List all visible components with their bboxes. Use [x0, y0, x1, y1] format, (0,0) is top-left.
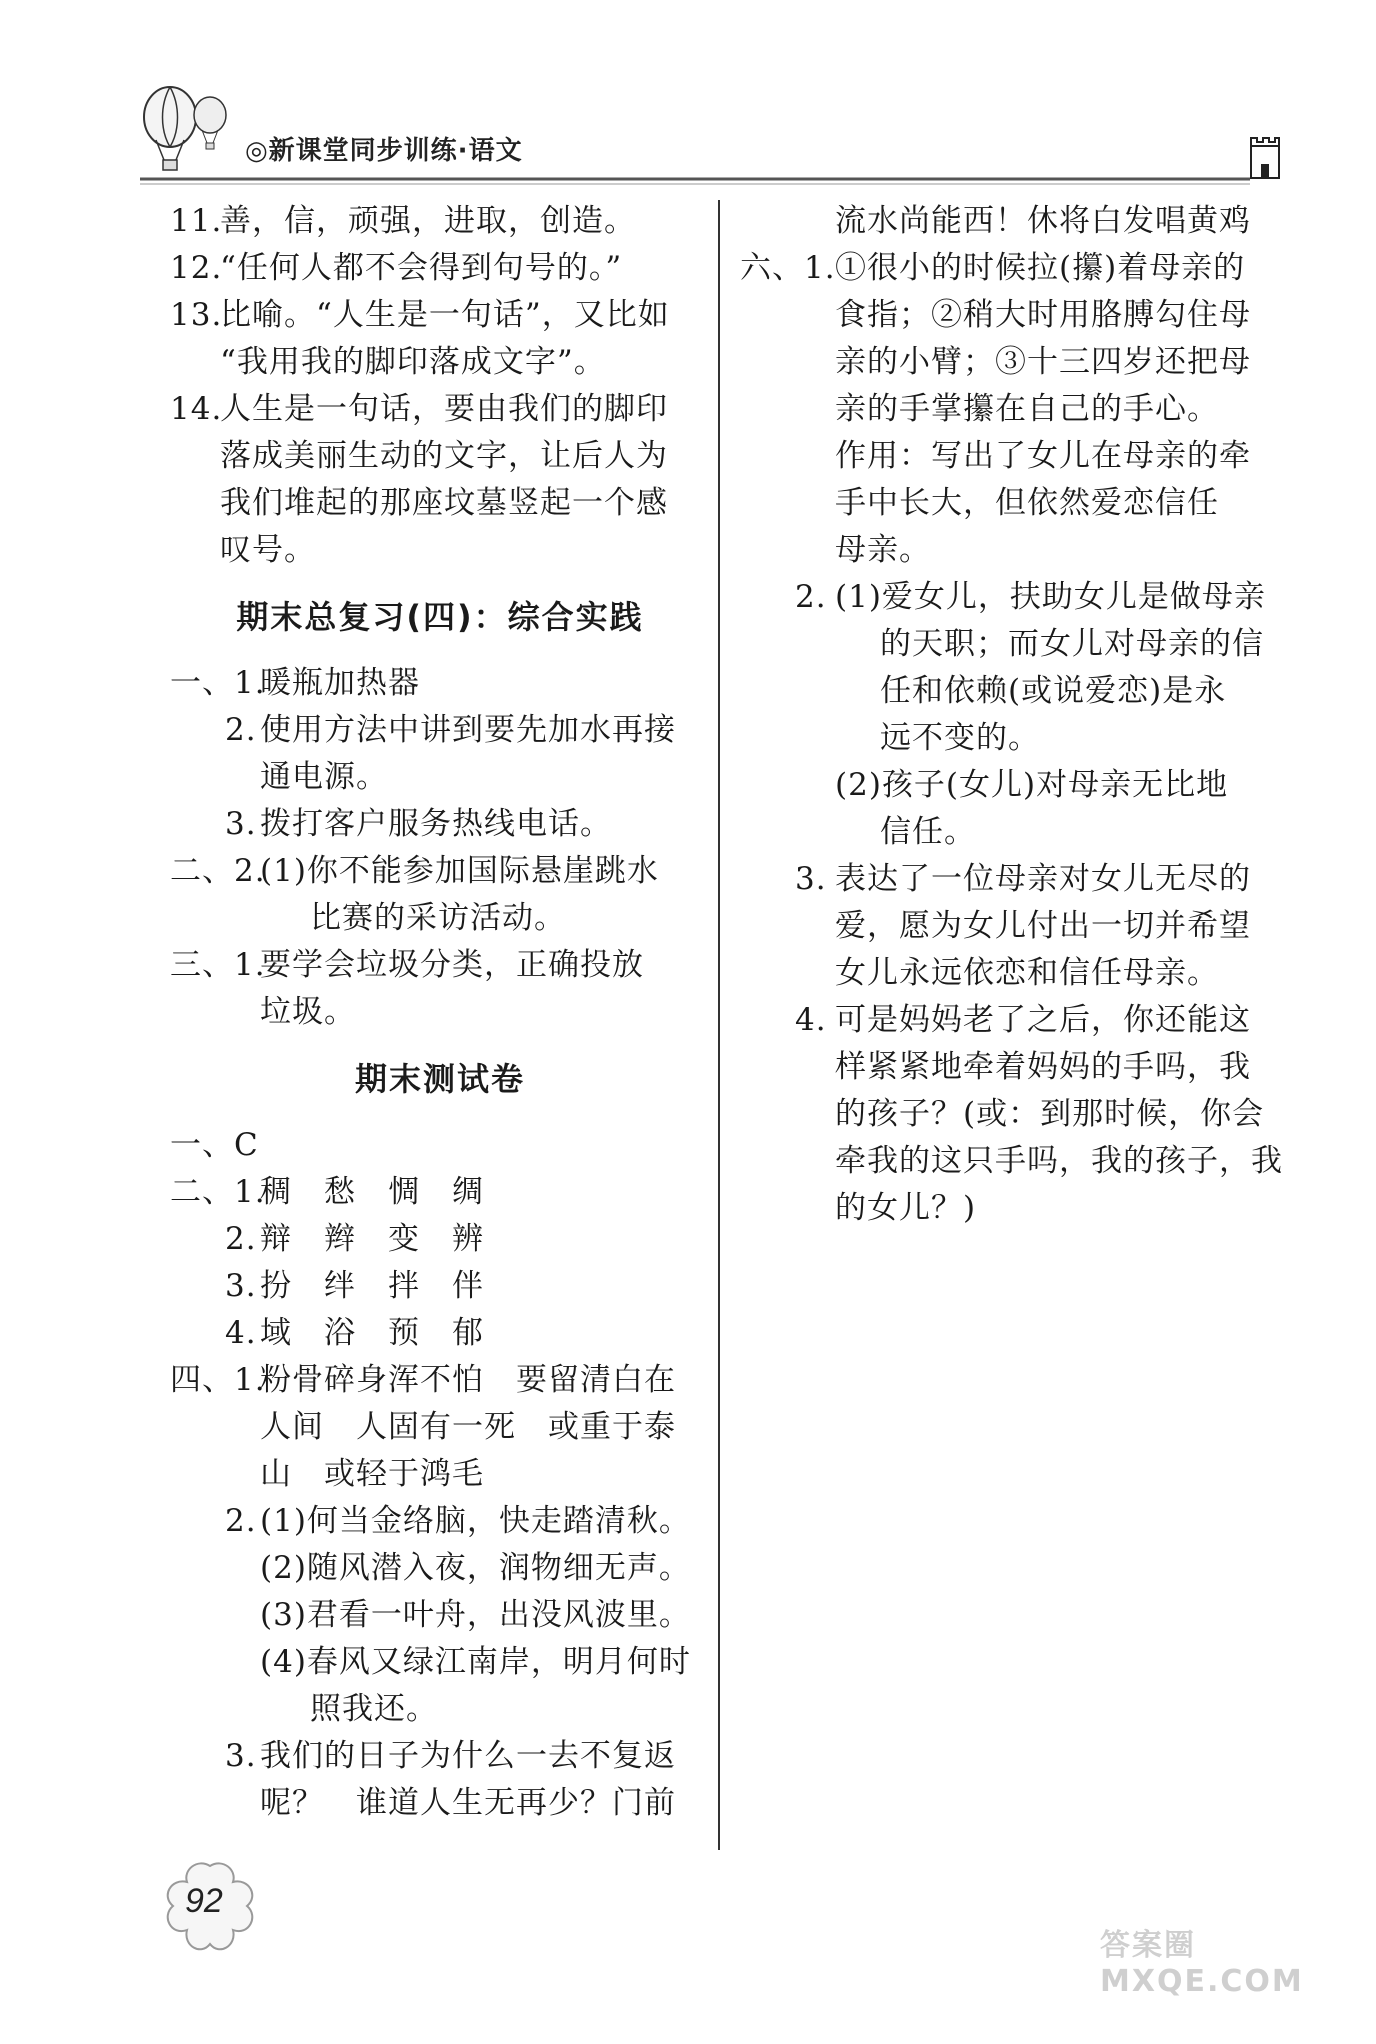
answer-text: 要学会垃圾分类，正确投放	[260, 947, 644, 983]
answer-line	[740, 480, 1280, 527]
answer-line	[170, 1592, 710, 1639]
column-divider	[718, 200, 720, 1850]
answer-line	[740, 809, 1280, 856]
answer-text: 暖瓶加热器	[260, 665, 420, 701]
answer-line	[170, 292, 710, 339]
answer-text: 的天职；而女儿对母亲的信	[880, 626, 1264, 662]
answer-text: 稠 愁 惆 绸	[260, 1174, 484, 1210]
answer-text: (4)春风又绿江南岸，明月何时	[260, 1644, 691, 1680]
answer-text: (3)君看一叶舟，出没风波里。	[260, 1597, 691, 1633]
answer-line	[740, 715, 1280, 762]
answer-text: “任何人都不会得到句号的。”	[220, 250, 623, 286]
answer-line	[170, 754, 710, 801]
answer-line	[740, 762, 1280, 809]
answer-line	[740, 1185, 1280, 1232]
answer-text: 母亲。	[835, 532, 931, 568]
answer-text: 的女儿？)	[835, 1190, 977, 1226]
answer-text: “我用我的脚印落成文字”。	[220, 344, 606, 380]
answer-text: (1)何当金络脑，快走踏清秋。	[260, 1503, 691, 1539]
answer-text: 拨打客户服务热线电话。	[260, 806, 612, 842]
answer-line	[170, 1404, 710, 1451]
answer-text: 我们堆起的那座坟墓竖起一个感	[220, 485, 668, 521]
header-rule	[140, 172, 1250, 186]
answer-text: 比赛的采访活动。	[310, 900, 566, 936]
item-number: 四、1.	[170, 1362, 266, 1398]
answer-text: 我们的日子为什么一去不复返	[260, 1738, 676, 1774]
answer-line	[740, 339, 1280, 386]
left-column	[170, 198, 710, 1827]
answer-text: 信任。	[880, 814, 976, 850]
answer-text: 通电源。	[260, 759, 388, 795]
header-title: ◎新课堂同步训练·语文	[245, 136, 523, 166]
answer-text: 山 或轻于鸿毛	[260, 1456, 484, 1492]
answer-line	[170, 1216, 710, 1263]
answer-text: (2)孩子(女儿)对母亲无比地	[835, 767, 1229, 803]
answer-line	[170, 942, 710, 989]
item-number: 二、2.	[170, 853, 266, 889]
item-number: 12.	[170, 250, 223, 286]
answer-text: 落成美丽生动的文字，让后人为	[220, 438, 668, 474]
right-column	[740, 198, 1283, 1232]
answer-text: 呢？ 谁道人生无再少？门前	[260, 1785, 676, 1821]
answer-line	[170, 339, 710, 386]
answer-text: 手中长大，但依然爱恋信任	[835, 485, 1219, 521]
answer-line	[740, 1044, 1280, 1091]
answer-line	[170, 707, 710, 754]
answer-line	[170, 433, 710, 480]
answer-line	[170, 386, 710, 433]
answer-line	[170, 1451, 710, 1498]
answer-text: 流水尚能西！休将白发唱黄鸡	[835, 203, 1251, 239]
castle-icon	[1245, 132, 1285, 180]
answer-line	[170, 989, 710, 1036]
answer-line	[170, 1686, 710, 1733]
answer-line	[740, 292, 1280, 339]
answer-line	[170, 1733, 710, 1780]
watermark: 答案圈 MXQE.COM	[1100, 1928, 1304, 1999]
item-number: 一、1.	[170, 665, 266, 701]
answer-text: 人生是一句话，要由我们的脚印	[220, 391, 668, 427]
answer-line	[740, 1138, 1283, 1185]
answer-line	[170, 198, 710, 245]
item-number: 三、1.	[170, 947, 266, 983]
answer-line	[170, 1498, 710, 1545]
item-number: 13.	[170, 297, 223, 333]
hot-air-balloon-icon	[130, 85, 240, 180]
item-number: 3.	[225, 1268, 257, 1304]
answer-text: 照我还。	[310, 1691, 438, 1727]
answer-line	[740, 950, 1280, 997]
page-number: 92	[185, 1882, 223, 1920]
item-number: 3.	[795, 861, 827, 897]
answer-text: 人间 人固有一死 或重于泰	[260, 1409, 676, 1445]
section-heading: 期末总复习(四)：综合实践	[236, 598, 644, 636]
item-number: 14.	[170, 391, 223, 427]
answer-line	[740, 574, 1280, 621]
item-number: 4.	[795, 1002, 827, 1038]
answer-line	[740, 621, 1280, 668]
answer-line	[170, 895, 710, 942]
item-number: 11.	[170, 203, 223, 239]
answer-line	[740, 527, 1280, 574]
answer-line	[740, 245, 1280, 292]
answer-line	[740, 856, 1280, 903]
answer-line	[170, 245, 710, 292]
answer-text: ①很小的时候拉(攥)着母亲的	[835, 250, 1246, 286]
answer-line	[170, 1357, 710, 1404]
answer-text: 粉骨碎身浑不怕 要留清白在	[260, 1362, 676, 1398]
answer-line	[170, 1310, 710, 1357]
answer-text: 的孩子？(或：到那时候，你会	[835, 1096, 1265, 1132]
answer-text: 爱，愿为女儿付出一切并希望	[835, 908, 1251, 944]
answer-text: 亲的手掌攥在自己的手心。	[835, 391, 1219, 427]
answer-text: (1)爱女儿，扶助女儿是做母亲	[835, 579, 1266, 615]
answer-line	[170, 1263, 710, 1310]
answer-text: 任和依赖(或说爱恋)是永	[880, 673, 1227, 709]
answer-text: 食指；②稍大时用胳膊勾住母	[835, 297, 1251, 333]
answer-line	[170, 660, 710, 707]
answer-text: 表达了一位母亲对女儿无尽的	[835, 861, 1251, 897]
answer-text: 使用方法中讲到要先加水再接	[260, 712, 676, 748]
answer-text: 垃圾。	[260, 994, 356, 1030]
answer-line	[170, 1169, 710, 1216]
answer-text: 亲的小臂；③十三四岁还把母	[835, 344, 1251, 380]
answer-text: (2)随风潜入夜，润物细无声。	[260, 1550, 691, 1586]
answer-line	[170, 1780, 710, 1827]
answer-text: 样紧紧地牵着妈妈的手吗，我	[835, 1049, 1251, 1085]
answer-line	[740, 1091, 1280, 1138]
answer-line	[170, 527, 710, 574]
answer-line	[740, 386, 1280, 433]
answer-line	[740, 997, 1280, 1044]
answer-text: 辩 辫 变 辨	[260, 1221, 484, 1257]
answer-text: 女儿永远依恋和信任母亲。	[835, 955, 1219, 991]
item-number: 2.	[225, 1503, 257, 1539]
section-heading: 期末测试卷	[354, 1060, 525, 1098]
answer-line	[740, 903, 1280, 950]
answer-text: 远不变的。	[880, 720, 1040, 756]
answer-text: 可是妈妈老了之后，你还能这	[835, 1002, 1251, 1038]
page-header	[0, 0, 1376, 190]
item-number: 4.	[225, 1315, 257, 1351]
answer-line	[170, 848, 710, 895]
item-number: 3.	[225, 806, 257, 842]
item-number: 六、1.	[740, 250, 836, 286]
answer-line	[740, 198, 1280, 245]
item-number: 一、C	[170, 1127, 259, 1163]
answer-line	[740, 433, 1280, 480]
answer-text: 牵我的这只手吗，我的孩子，我	[835, 1143, 1283, 1179]
answer-text: 作用：写出了女儿在母亲的牵	[835, 438, 1251, 474]
answer-line	[740, 668, 1280, 715]
item-number: 2.	[225, 712, 257, 748]
answer-line	[170, 801, 710, 848]
answer-line	[170, 1545, 710, 1592]
answer-text: 善，信，顽强，进取，创造。	[220, 203, 636, 239]
item-number: 2.	[795, 579, 827, 615]
answer-text: 扮 绊 拌 伴	[260, 1268, 484, 1304]
answer-text: 比喻。“人生是一句话”，又比如	[220, 297, 670, 333]
item-number: 二、1.	[170, 1174, 266, 1210]
answer-text: 域 浴 预 郁	[260, 1315, 484, 1351]
answer-line	[170, 1122, 710, 1169]
answer-line	[170, 1639, 710, 1686]
item-number: 2.	[225, 1221, 257, 1257]
item-number: 3.	[225, 1738, 257, 1774]
answer-text: 叹号。	[220, 532, 316, 568]
answer-text: (1)你不能参加国际悬崖跳水	[260, 853, 659, 889]
answer-line	[170, 480, 710, 527]
